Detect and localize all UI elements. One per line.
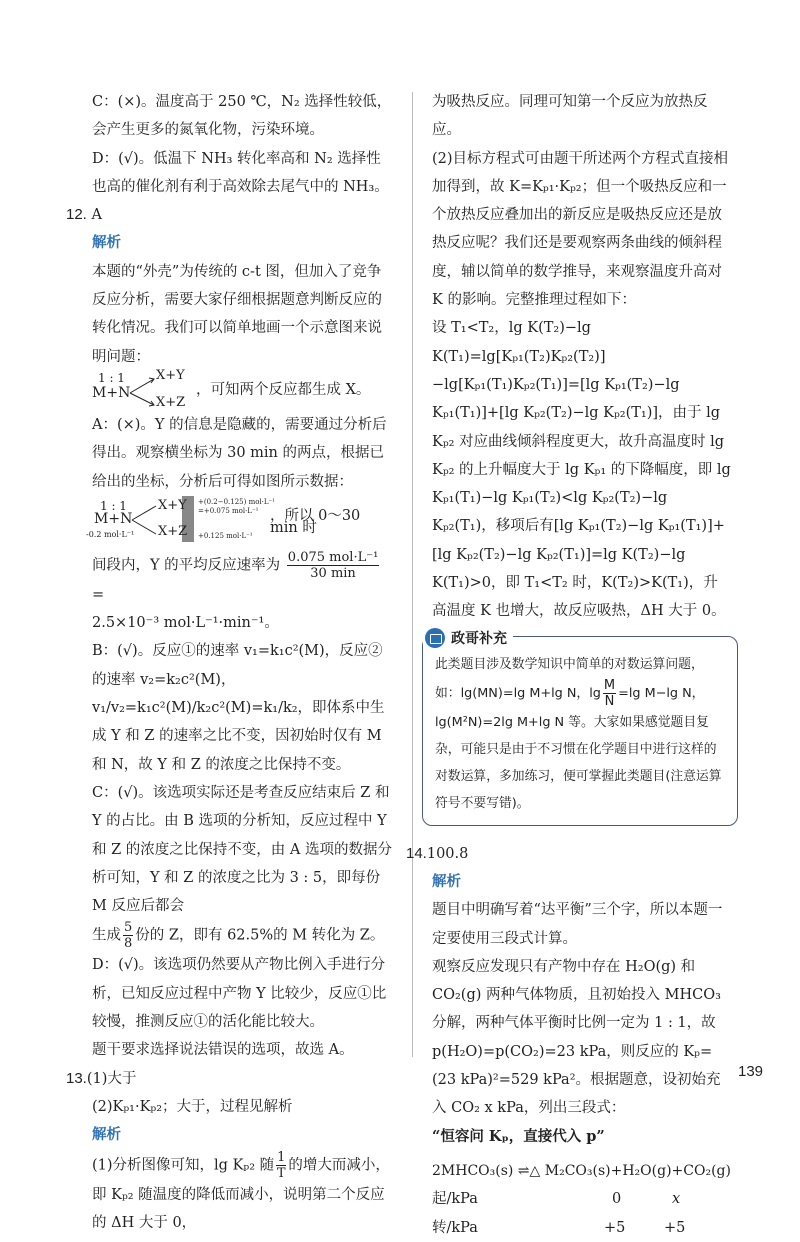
branch-arrow-icon (128, 373, 158, 409)
table-row (432, 1185, 732, 1213)
paragraph: B：(√)。反应①的速率 v₁=k₁c²(M)，反应②的速率 v₂=k₂c²(M)，v₁/v₂=k₁c²(M)/k₂c²(M)=k₁/k₂，即体系中生成 Y 和 Z 的速率之比不变，因初始时仅有 M 和 N，故 Y 和 Z 的浓度之比保持不变。 (92, 643, 385, 773)
row-value: +5 (604, 1219, 626, 1236)
question-number: 12. (66, 206, 87, 224)
paragraph: 本题的“外壳”为传统的 c-t 图，但加入了竞争反应分析，需要大家仔细根据题意判断反应的转化情况。我们可以简单地画一个示意图来说明问题： (92, 263, 382, 365)
diagram-reactants: M+N (94, 510, 133, 527)
paragraph: 2.5×10⁻³ mol·L⁻¹·min⁻¹。 (92, 615, 279, 632)
supplement-title-text: 政哥补充 (451, 629, 507, 646)
numerator: 0.075 mol·L⁻¹ (287, 549, 379, 565)
paragraph: 为吸热反应。同理可知第一个反应为放热反应。 (432, 94, 708, 139)
diagram-note: +0.125 mol·L⁻¹ (198, 531, 253, 540)
text: 生成 (92, 927, 121, 944)
paragraph (92, 550, 392, 609)
row-value: 0 (612, 1191, 622, 1208)
paragraph (92, 920, 392, 951)
branch-arrow-icon (130, 502, 160, 538)
question-13-header (66, 1065, 392, 1093)
answer: (1)大于 (86, 1070, 137, 1087)
numerator: 5 (124, 920, 133, 936)
fraction (603, 678, 616, 709)
analysis-label: 解析 (432, 873, 461, 890)
diagram-ratio: 1 : 1 (98, 370, 125, 385)
paragraph: D：(√)。该选项仍然要从产物比例入手进行分析，已知反应过程中产物 Y 比较少，反应①比较慢，推测反应①的活化能比较大。 (92, 957, 387, 1031)
paragraph: 设 T₁<T₂，lg K(T₂)−lg K(T₁)=lg[Kₚ₁(T₂)Kₚ₂(T₂)]−lg[Kₚ₁(T₁)Kₚ₂(T₁)]=[lg Kₚ₁(T₂)−lg Kₚ₁(T₁)]+[lg Kₚ₂(T₂)−lg Kₚ₂(T₁)]，由于 lg Kₚ₂ 对应曲线倾斜程度更大，故升高温度时 lg Kₚ₂ 的上升幅度大于 lg Kₚ₁ 的下降幅度，即 lg Kₚ₁(T₁)−lg Kₚ₁(T₂)<lg Kₚ₂(T₂)−lg Kₚ₂(T₁)，移项后有[lg Kₚ₁(T₂)−lg Kₚ₁(T₁)]+[lg Kₚ₂(T₂)−lg Kₚ₂(T₁)]=lg K(T₂)−lg K(T₁)>0，即 T₁<T₂ 时，K(T₂)>K(T₁)，升高温度 K 也增大，故反应吸热，ΔH 大于 0。 (432, 320, 731, 620)
answer: (2)Kₚ₁·Kₚ₂；大于，过程见解析 (92, 1098, 293, 1115)
paragraph: 题干要求选择说法错误的选项，故选 A。 (92, 1042, 354, 1059)
right-column (406, 88, 732, 1242)
row-value: x (672, 1191, 681, 1208)
fraction (276, 1150, 286, 1181)
text: (1)分析图像可知，lg Kₚ₂ 随 (92, 1157, 275, 1173)
column-divider (412, 92, 413, 1057)
supplement-box (422, 629, 738, 826)
supplement-text: 此类题目涉及数学知识中简单的对数运算问题，如：lg(MN)=lg M+lg N，lg (435, 656, 704, 701)
fraction (287, 550, 380, 581)
diagram-product-top: X+Y (158, 497, 187, 513)
numerator: 1 (277, 1149, 286, 1165)
diagram-note: =+0.075 mol·L⁻¹ (198, 506, 259, 515)
denominator: 8 (124, 936, 133, 952)
numerator: M (603, 677, 616, 693)
question-number: 14. (406, 844, 427, 862)
analysis-label: 解析 (92, 235, 121, 252)
text: 间段内，Y 的平均反应速率为 (92, 557, 281, 574)
denominator: T (276, 1165, 286, 1181)
analysis-label: 解析 (92, 1127, 121, 1144)
diagram-note: +(0.2−0.125) mol·L⁻¹ (198, 497, 276, 506)
diagram-product-bottom: X+Z (156, 394, 186, 410)
answer: 100.8 (426, 845, 469, 862)
diagram-ratio: 1 : 1 (100, 498, 127, 513)
diagram-text: ，所以 0～30 min 时 (270, 507, 361, 536)
question-12-header (66, 201, 392, 229)
denominator: 30 min (310, 565, 356, 581)
reaction-diagram-2 (86, 496, 392, 544)
left-column (66, 88, 392, 1237)
denominator: N (604, 693, 615, 709)
paragraph: 观察反应发现只有产物中存在 H₂O(g) 和 CO₂(g) 两种气体物质，且初始投入 MHCO₃ 分解，两种气体平衡时比例一定为 1 : 1，故 p(H₂O)=p(CO₂)=23 kPa，则反应的 Kₚ=(23 kPa)²=529 kPa²。根据题意，设初始充入 CO₂ x kPa，列出三段式： (432, 958, 721, 1117)
paragraph: 题目中明确写着“达平衡”三个字，所以本题一定要使用三段式计算。 (432, 902, 723, 947)
book-icon (425, 628, 445, 648)
reaction-diagram-1 (92, 367, 392, 411)
page-number: 139 (738, 1063, 764, 1080)
bold-note: “恒容问 Kₚ，直接代入 p” (432, 1127, 605, 1145)
paragraph: (2)目标方程式可由题干所述两个方程式直接相加得到，故 K=Kₚ₁·Kₚ₂；但一个吸热反应和一个放热反应叠加出的新反应是吸热反应还是放热反应呢？我们还是要观察两条曲线的倾斜程度，辅以简单的数学推导，来观察温度升高对 K 的影响。完整推理过程如下： (432, 150, 729, 309)
diagram-text: ，可知两个反应都生成 X。 (196, 381, 371, 398)
question-14-header (406, 840, 732, 868)
diagram-product-top: X+Y (156, 367, 185, 383)
paragraph: C：(√)。该选项实际还是考查反应结束后 Z 和 Y 的占比。由 B 选项的分析知，反应过程中 Y 和 Z 的浓度之比保持不变，由 A 选项的数据分析可知，Y 和 Z 的浓度之比为 3 : 5，即每份 M 反应后都会 (92, 784, 392, 915)
paragraph (92, 1150, 392, 1238)
fraction (123, 920, 133, 951)
text: 份的 Z，即有 62.5%的 M 转化为 Z。 (135, 927, 385, 944)
row-label: 转/kPa (432, 1219, 478, 1236)
text: 的增大而减小，即 Kₚ₂ 随温度的降低而减小，说明第二个反应的 ΔH 大于 0， (92, 1157, 390, 1231)
question-number: 13. (66, 1069, 87, 1087)
diagram-product-bottom: X+Z (158, 523, 188, 539)
paragraph: A：(×)。Y 的信息是隐藏的，需要通过分析后得出。观察横坐标为 30 min 的两点，根据已给出的坐标，分析后可得如图所示数据： (92, 416, 387, 490)
text: = (92, 586, 105, 603)
paragraph: D：(√)。低温下 NH₃ 转化率高和 N₂ 选择性也高的催化剂有利于高效除去尾气中的 NH₃。 (92, 150, 389, 195)
answer: A (91, 207, 102, 224)
supplement-text: =lg M−lg N，lg(M²N)=2lg M+lg N 等。大家如果感觉题目复杂，可能只是由于不习惯在化学题目中进行这样的对数运算，多加练习，便可掌握此类题目(注意运算符号不要写错)。 (435, 685, 722, 811)
equation: 2MHCO₃(s) ⇌△ M₂CO₃(s)+H₂O(g)+CO₂(g) (432, 1162, 731, 1179)
diagram-reactants: M+N (92, 384, 131, 401)
row-label: 起/kPa (432, 1191, 478, 1208)
supplement-title (423, 625, 513, 652)
row-value: +5 (664, 1219, 686, 1236)
table-row (432, 1214, 732, 1242)
paragraph: C：(×)。温度高于 250 ℃，N₂ 选择性较低，会产生更多的氮氧化物，污染环境。 (92, 94, 392, 139)
diagram-consumed: -0.2 mol·L⁻¹ (86, 529, 135, 539)
